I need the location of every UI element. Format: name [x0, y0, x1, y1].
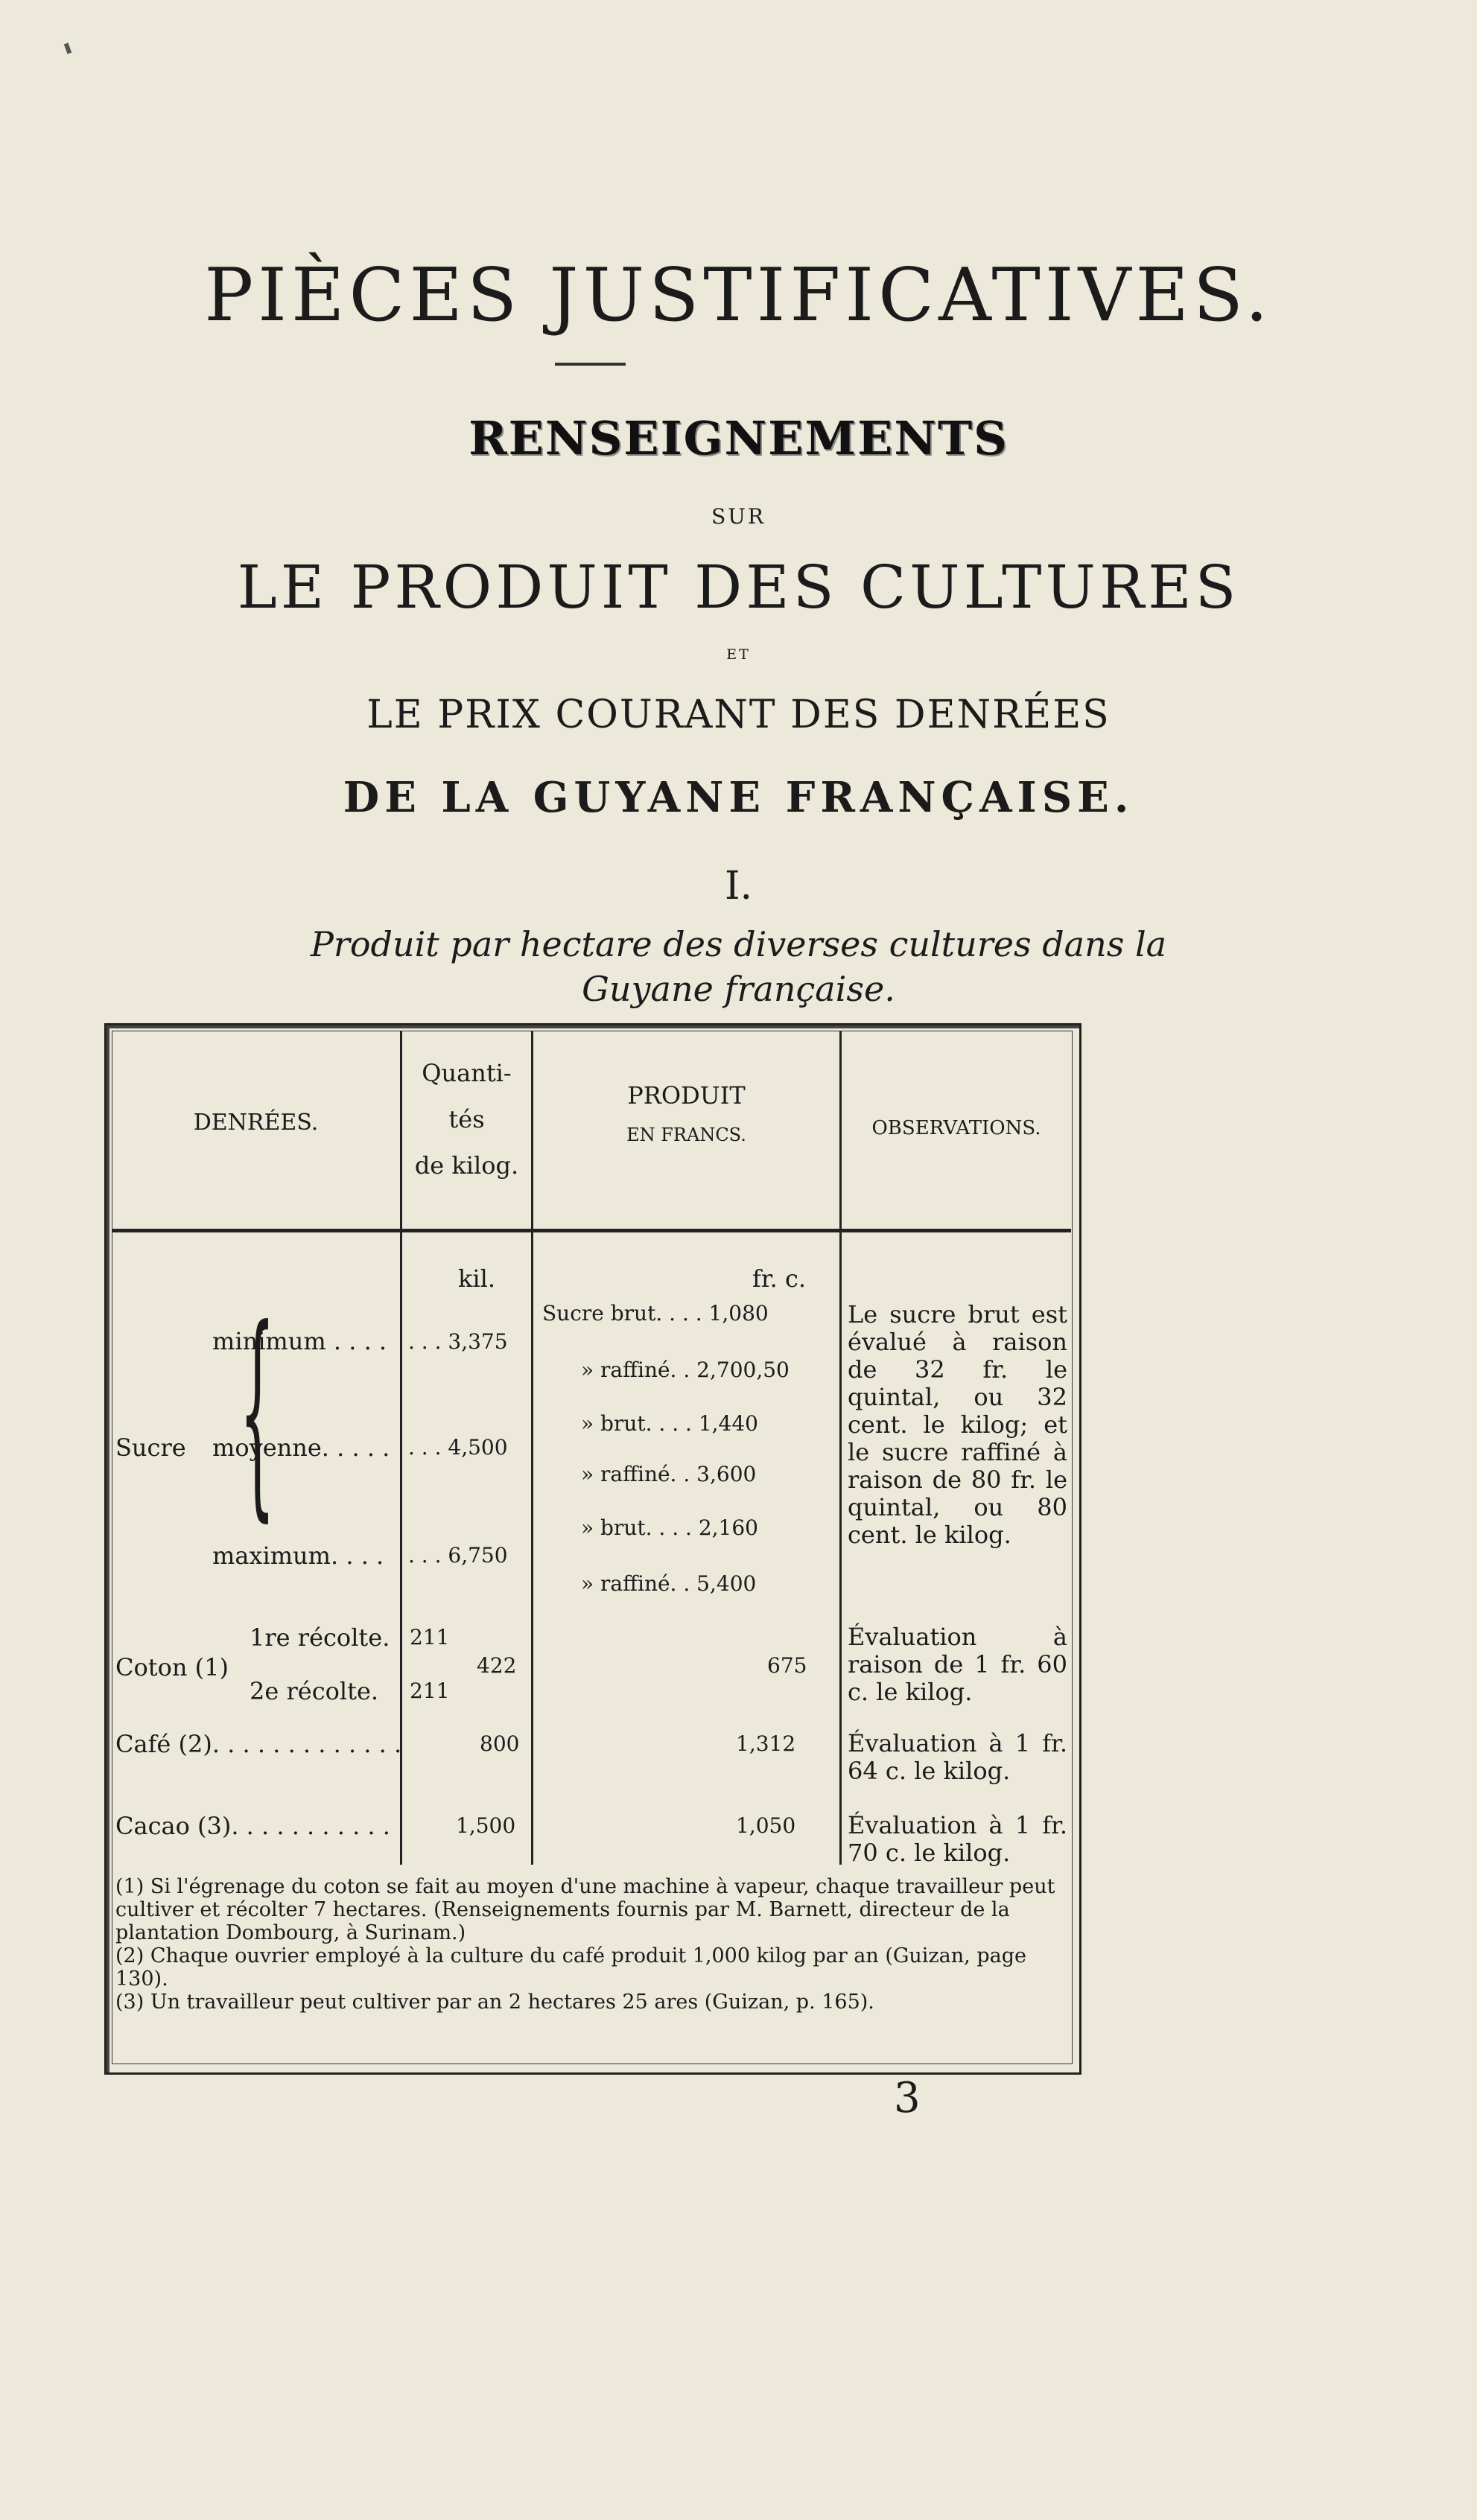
sucre-moyenne-quant: . . . 4,500 [408, 1435, 508, 1460]
cacao-observation: Évaluation à 1 fr. 70 c. le kilog. [848, 1811, 1067, 1867]
decorative-heading: RENSEIGNEMENTS [468, 411, 1009, 465]
cacao-quant: 1,500 [456, 1813, 516, 1838]
sucre-minimum-label: minimum . . . . [212, 1327, 387, 1355]
heading-sur: SUR [711, 504, 766, 529]
sucre-produit-1: Sucre brut. . . . 1,080 [542, 1301, 769, 1326]
unit-fr: fr. c. [752, 1264, 807, 1293]
heading-prix: LE PRIX COURANT DES DENRÉES [366, 693, 1111, 737]
sucre-produit-2: » raffiné. . 2,700,50 [581, 1358, 790, 1382]
col-header-observations: OBSERVATIONS. [871, 1117, 1041, 1139]
coton-label: Coton (1) [115, 1653, 229, 1681]
sucre-produit-3: » brut. . . . 1,440 [581, 1411, 758, 1436]
col-header-produit: PRODUIT EN FRANCS. [626, 1081, 746, 1145]
sucre-maximum-label: maximum. . . . [212, 1541, 384, 1570]
footnote-2: (2) Chaque ouvrier employé à la culture du café produit 1,000 kilog par an (Guizan, page 130). [115, 1944, 1026, 1991]
column-divider [839, 1031, 842, 1865]
heading-produit: LE PRODUIT DES CULTURES [237, 553, 1240, 622]
column-divider [531, 1031, 533, 1865]
sucre-produit-5: » brut. . . . 2,160 [581, 1515, 758, 1540]
header-rule [112, 1229, 1071, 1232]
coton-recolte-1: 1re récolte. [250, 1623, 390, 1652]
footnote-3: (3) Un travailleur peut cultiver par an 2 hectares 25 ares (Guizan, p. 165). [115, 1991, 874, 2014]
title-rule [555, 363, 626, 366]
ink-speck [64, 42, 72, 54]
coton-observation: Évaluation à raison de 1 fr. 60 c. le kilog. [848, 1623, 1067, 1706]
cafe-observation: Évaluation à 1 fr. 64 c. le kilog. [848, 1729, 1067, 1785]
sucre-produit-4: » raffiné. . 3,600 [581, 1462, 757, 1486]
intro-line-1: Produit par hectare des diverses cultures dans la [310, 924, 1167, 964]
page-title: PIÈCES JUSTIFICATIVES. [204, 253, 1273, 338]
coton-quant-2: 211 [410, 1679, 450, 1703]
sucre-minimum-quant: . . . 3,375 [408, 1329, 508, 1354]
intro-line-2: Guyane française. [582, 969, 895, 1009]
cafe-quant: 800 [480, 1731, 520, 1756]
coton-quant-total: 422 [477, 1653, 517, 1678]
cacao-produit: 1,050 [736, 1813, 796, 1838]
col-header-denrees: DENRÉES. [193, 1110, 319, 1136]
coton-recolte-2: 2e récolte. [250, 1677, 379, 1705]
coton-produit: 675 [767, 1653, 807, 1678]
cafe-label: Café (2). . . . . . . . . . . . . [115, 1730, 402, 1758]
sucre-produit-6: » raffiné. . 5,400 [581, 1571, 757, 1596]
col-header-quantites: Quanti- tés de kilog. [414, 1059, 519, 1180]
heading-et: ET [726, 646, 751, 663]
footnote-1: (1) Si l'égrenage du coton se fait au moyen d'une machine à vapeur, chaque travailleur peut cultiver et récolter 7 hectares. (Renseignements fournis par M. Barnett, directeur de la plantation Dombourg, à Surinam.) [115, 1875, 1055, 1944]
cafe-produit: 1,312 [736, 1731, 796, 1756]
coton-quant-1: 211 [410, 1625, 450, 1649]
page-number: 3 [894, 2074, 921, 2122]
sucre-observation: Le sucre brut est évalué à raison de 32 fr. le quintal, ou 32 cent. le kilog; et le sucre raffiné à raison de 80 fr. le quintal, ou 80 cent. le kilog. [848, 1300, 1067, 1549]
sucre-label: Sucre [115, 1434, 186, 1462]
sucre-maximum-quant: . . . 6,750 [408, 1543, 508, 1568]
sucre-moyenne-label: moyenne. . . . . [212, 1434, 390, 1462]
section-intro [0, 922, 1477, 1011]
cacao-label: Cacao (3). . . . . . . . . . . [115, 1812, 390, 1840]
heading-guyane: DE LA GUYANE FRANÇAISE. [343, 773, 1134, 822]
brace-sucre: { [239, 1281, 276, 1541]
unit-kil: kil. [458, 1264, 496, 1293]
footnotes [115, 1875, 1069, 2014]
section-number: I. [724, 864, 753, 909]
